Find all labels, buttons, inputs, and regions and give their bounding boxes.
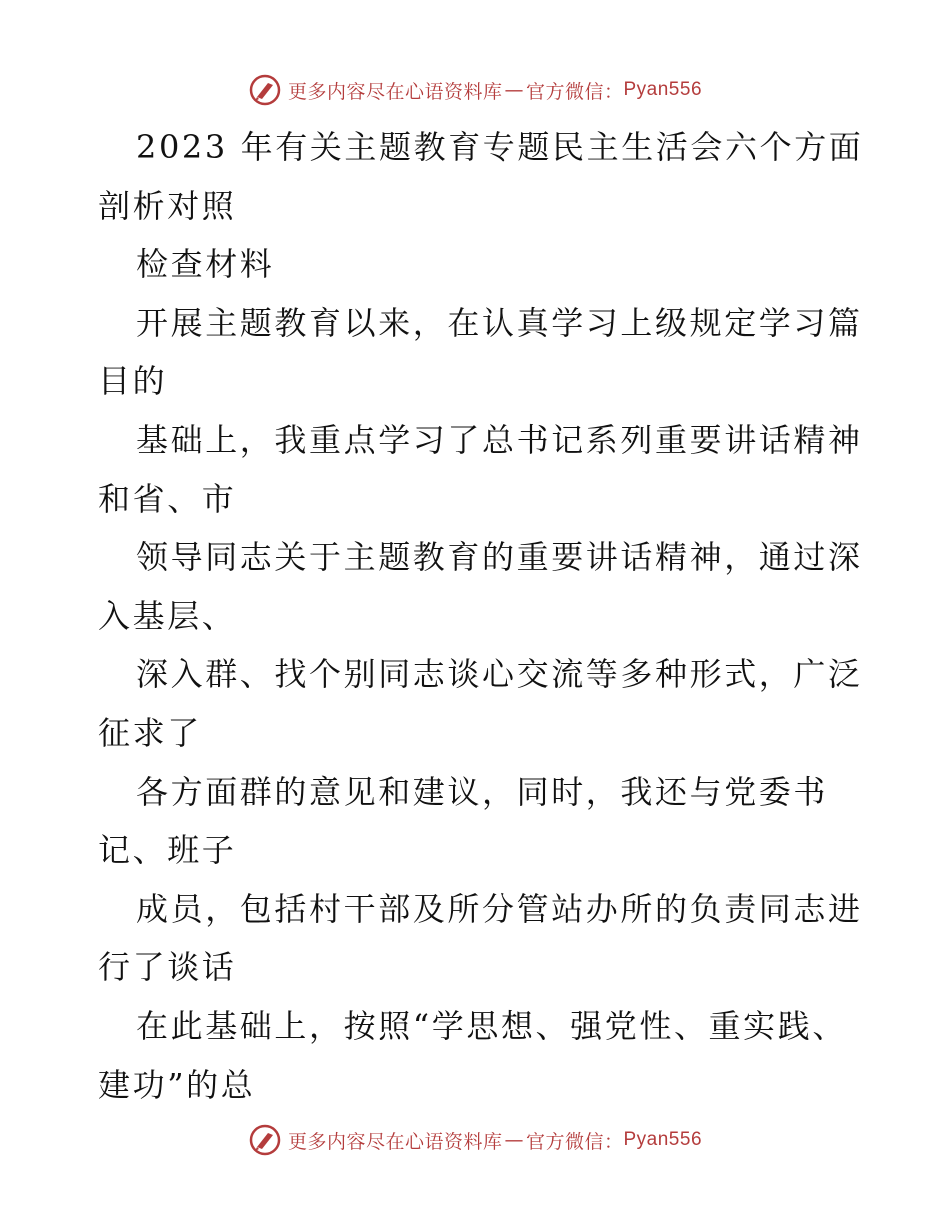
banner-wechat-label: 官方微信：	[525, 1130, 624, 1153]
paragraph-line: 深入群、找个别同志谈心交流等多种形式，广泛	[136, 655, 863, 694]
paragraph-line: 各方面群的意见和建议，同时，我还与党委书	[136, 772, 829, 811]
paragraph-line: 目的	[98, 362, 168, 401]
paragraph-line: 记、班子	[98, 831, 237, 870]
header-watermark-banner	[0, 70, 950, 110]
footer-watermark-banner	[0, 1120, 950, 1160]
banner-separator: —	[504, 1129, 524, 1151]
paragraph-line: 开展主题教育以来，在认真学习上级规定学习篇	[136, 303, 863, 342]
banner-brand-text: 更多内容尽在心语资料库	[287, 80, 503, 103]
banner-brand-text: 更多内容尽在心语资料库	[287, 1130, 503, 1153]
document-body	[98, 118, 864, 1114]
brand-logo-icon	[248, 73, 282, 107]
paragraph-line: 征求了	[98, 713, 202, 752]
banner-wechat-label: 官方微信：	[525, 80, 624, 103]
paragraph-line: 和省、市	[98, 479, 237, 518]
paragraph-line: 领导同志关于主题教育的重要讲话精神，通过深	[136, 538, 863, 577]
brand-logo-icon	[248, 1123, 282, 1157]
paragraph-line: 在此基础上，按照“学思想、强党性、重实践、	[136, 1006, 847, 1045]
banner-separator: —	[504, 79, 524, 101]
paragraph-line: 基础上，我重点学习了总书记系列重要讲话精神	[136, 420, 863, 459]
banner-wechat-id: Pyan556	[623, 1129, 703, 1150]
doc-title-line-2: 剖析对照	[98, 186, 237, 225]
paragraph-line: 入基层、	[98, 596, 237, 635]
banner-wechat-id: Pyan556	[623, 79, 703, 100]
paragraph-line: 建功”的总	[98, 1065, 256, 1104]
doc-title-line-1: 2023 年有关主题教育专题民主生活会六个方面	[136, 128, 864, 166]
paragraph-line: 行了谈话	[98, 948, 237, 987]
doc-subtitle-line: 检查材料	[136, 245, 275, 284]
paragraph-line: 成员，包括村干部及所分管站办所的负责同志进	[136, 889, 863, 928]
